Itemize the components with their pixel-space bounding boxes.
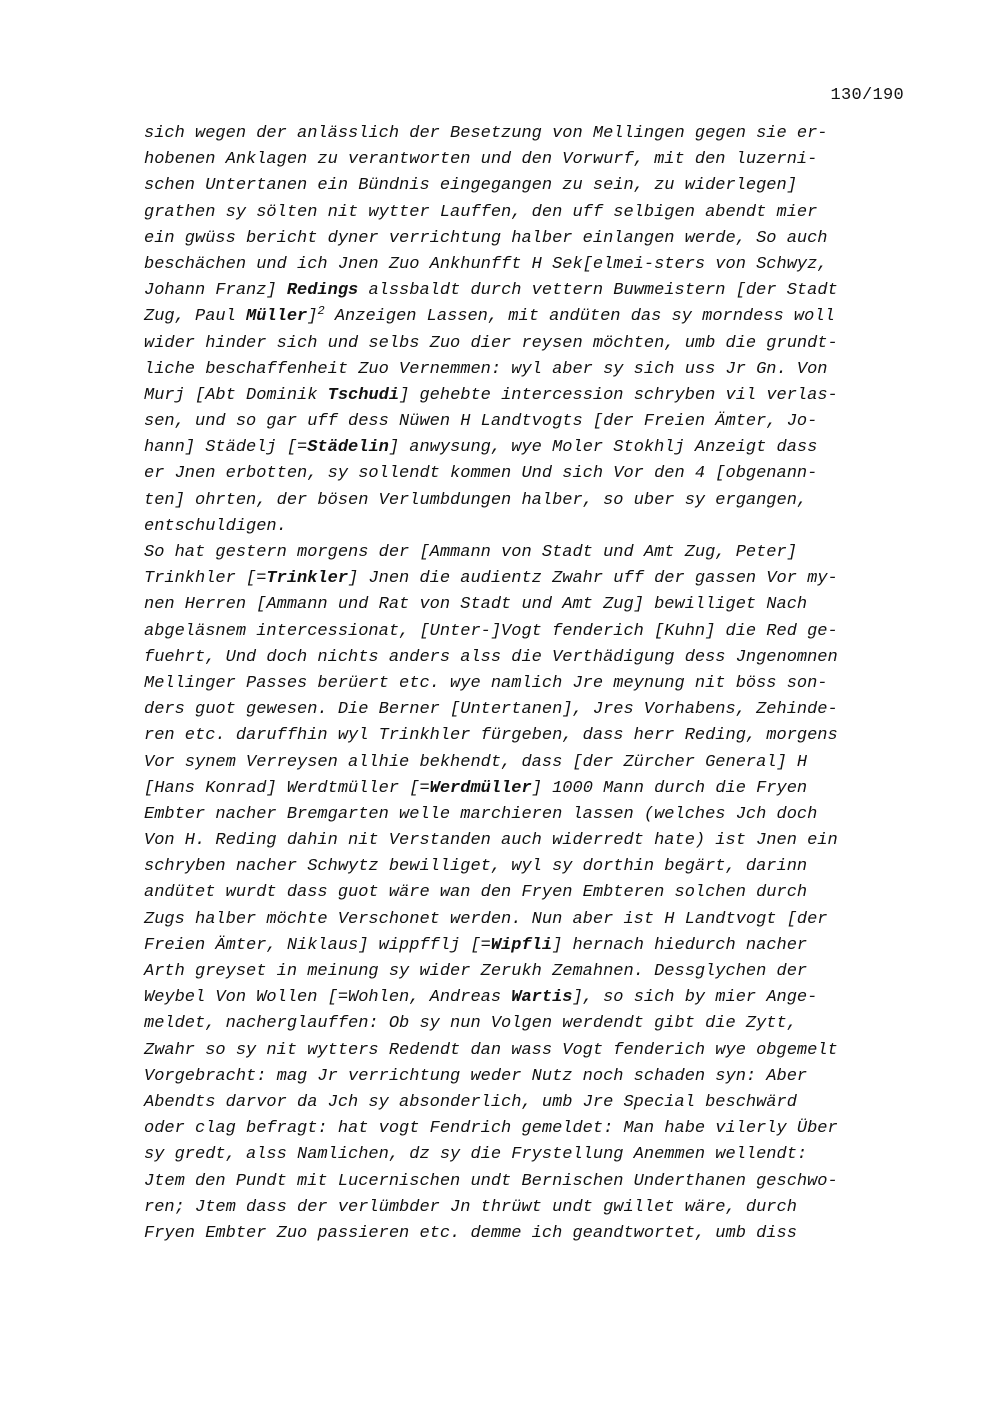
body-text: [144, 121, 914, 1247]
text-line: [144, 435, 914, 461]
text-line: [144, 750, 914, 776]
text-segment: Arth greyset in meinung sy wider Zerukh Zemahnen. Dessglychen der: [144, 962, 808, 981]
text-segment: ] anwysung, wye Moler Stokhlj Anzeigt dass: [388, 438, 818, 458]
text-segment: wider hinder sich und selbs Zuo dier reysen möchten, umb die grundt-: [144, 333, 838, 353]
text-segment: sich wegen der anlässlich der Besetzung von Mellingen gegen sie er-: [144, 124, 828, 143]
text-segment: Johann Franz]: [144, 281, 287, 301]
text-segment: er Jnen erbotten, sy sollendt kommen Und sich Vor den 4 [obgenann-: [144, 464, 818, 484]
text-segment: So hat gestern morgens der [Ammann von Stadt und Amt Zug, Peter]: [144, 543, 797, 562]
text-line: [144, 671, 914, 697]
text-segment: ] Jnen die audientz Zwahr uff der gassen Vor my-: [348, 569, 838, 589]
text-line: [144, 304, 914, 330]
text-segment: alssbaldt durch vettern Buwmeistern [der Stadt: [358, 281, 838, 301]
bold-name: Redings: [286, 281, 359, 301]
bold-name: Wipfli: [490, 935, 553, 955]
text-line: [144, 1038, 914, 1064]
text-segment: meldet, nacherglauffen: Ob sy nun Volgen werdendt gibt die Zytt,: [144, 1014, 797, 1034]
text-segment: grathen sy sölten nit wytter Lauffen, den uff selbigen abendt mier: [144, 202, 818, 222]
text-line: [144, 802, 914, 828]
text-segment: ] 1000 Mann durch die Fryen: [531, 778, 808, 798]
bold-name: Wartis: [511, 988, 573, 1008]
bold-name: Werdmüller: [429, 778, 532, 798]
text-segment: [Hans Konrad] Werdtmüller [=: [144, 778, 430, 798]
text-segment: entschuldigen.: [144, 516, 287, 536]
text-segment: andütet wurdt dass guot wäre wan den Fryen Embteren solchen durch: [144, 883, 808, 903]
page-number: 130/190: [830, 86, 904, 105]
text-line: [144, 776, 914, 802]
text-line: [144, 828, 914, 854]
text-segment: Embter nacher Bremgarten welle marchieren lassen (welches Jch doch: [144, 804, 818, 824]
text-segment: nen Herren [Ammann und Rat von Stadt und Amt Zug] bewilliget Nach: [144, 595, 808, 615]
text-line: [144, 147, 914, 173]
footnote-marker: 2: [317, 304, 325, 319]
text-segment: Zugs halber möchte Verschonet werden. Nun aber ist H Landtvogt [der: [144, 909, 828, 929]
text-line: [144, 173, 914, 199]
text-line: [144, 409, 914, 435]
text-line: [144, 959, 914, 985]
text-line: [144, 1011, 914, 1037]
bold-name: Müller: [246, 307, 308, 327]
text-segment: ren; Jtem dass der verlümbder Jn thrüwt undt gwillet wäre, durch: [144, 1197, 797, 1217]
text-segment: ], so sich by mier Ange-: [572, 988, 818, 1008]
text-line: [144, 383, 914, 409]
text-segment: ten] ohrten, der bösen Verlumbdungen halber, so uber sy ergangen,: [144, 490, 808, 510]
text-line: [144, 592, 914, 618]
text-line: [144, 488, 914, 514]
text-line: [144, 226, 914, 252]
text-segment: ren etc. daruffhin wyl Trinkhler fürgeben, dass herr Reding, morgens: [144, 726, 838, 746]
text-line: [144, 907, 914, 933]
text-line: [144, 1169, 914, 1195]
text-segment: Trinkhler [=: [144, 569, 267, 589]
text-segment: beschächen und ich Jnen Zuo Ankhunfft H Sek[elmei-sters von Schwyz,: [144, 254, 828, 274]
text-line: [144, 933, 914, 959]
text-segment: Abendts darvor da Jch sy absonderlich, umb Jre Special beschwärd: [144, 1092, 797, 1112]
text-segment: Mellinger Passes berüert etc. wye namlich Jre meynung nit böss son-: [144, 673, 828, 693]
text-line: [144, 540, 914, 566]
text-segment: Von H. Reding dahin nit Verstanden auch widerredt hate) ist Jnen ein: [144, 831, 838, 851]
text-line: [144, 1221, 914, 1247]
text-segment: sy gredt, alss Namlichen, dz sy die Frystellung Anemmen wellendt:: [144, 1145, 808, 1165]
text-line: [144, 880, 914, 906]
text-line: [144, 1116, 914, 1142]
text-line: [144, 697, 914, 723]
text-line: [144, 854, 914, 880]
text-segment: schryben nacher Schwytz bewilliget, wyl sy dorthin begärt, darinn: [144, 857, 808, 877]
text-segment: Freien Ämter, Niklaus] wippfflj [=: [144, 935, 491, 955]
text-line: [144, 1195, 914, 1221]
text-segment: Weybel Von Wollen [=Wohlen, Andreas: [144, 988, 512, 1008]
text-line: [144, 514, 914, 540]
text-segment: Zwahr so sy nit wytters Redendt dan wass Vogt fenderich wye obgemelt: [144, 1040, 838, 1060]
text-line: [144, 566, 914, 592]
text-segment: ders guot gewesen. Die Berner [Untertanen], Jres Vorhabens, Zehinde-: [144, 700, 838, 720]
text-segment: Vorgebracht: mag Jr verrichtung weder Nutz noch schaden syn: Aber: [144, 1066, 808, 1086]
text-segment: ] hernach hiedurch nacher: [552, 935, 808, 955]
text-line: [144, 357, 914, 383]
text-segment: abgeläsnem intercessionat, [Unter-]Vogt fenderich [Kuhn] die Red ge-: [144, 621, 838, 641]
text-line: [144, 200, 914, 226]
text-line: [144, 645, 914, 671]
bold-name: Städelin: [307, 438, 389, 458]
text-segment: oder clag befragt: hat vogt Fendrich gemeldet: Man habe vilerly Über: [144, 1119, 838, 1139]
text-line: [144, 723, 914, 749]
text-line: [144, 1064, 914, 1090]
text-line: [144, 1090, 914, 1116]
text-segment: hann] Städelj [=: [144, 438, 308, 458]
text-line: [144, 461, 914, 487]
text-line: [144, 121, 914, 147]
text-line: [144, 619, 914, 645]
text-line: [144, 1142, 914, 1168]
text-segment: hobenen Anklagen zu verantworten und den Vorwurf, mit den luzerni-: [144, 150, 818, 170]
text-segment: Jtem den Pundt mit Lucernischen undt Bernischen Underthanen geschwo-: [144, 1171, 838, 1191]
text-segment: Anzeigen Lassen, mit andüten das sy morndess woll: [324, 307, 835, 327]
bold-name: Tschudi: [327, 385, 400, 405]
text-segment: Murj [Abt Dominik: [144, 385, 328, 405]
bold-name: Trinkler: [266, 569, 349, 589]
text-segment: Vor synem Verreysen allhie bekhendt, dass [der Zürcher General] H: [144, 752, 808, 772]
text-line: [144, 252, 914, 278]
text-segment: schen Untertanen ein Bündnis eingegangen zu sein, zu widerlegen]: [144, 176, 797, 196]
text-line: [144, 985, 914, 1011]
text-segment: liche beschaffenheit Zuo Vernemmen: wyl aber sy sich uss Jr Gn. Von: [144, 359, 828, 379]
text-segment: ]: [307, 307, 318, 327]
text-segment: ] gehebte intercession schryben vil verlas-: [399, 385, 838, 405]
text-line: [144, 331, 914, 357]
text-segment: fuehrt, Und doch nichts anders alss die Verthädigung dess Jngenomnen: [144, 647, 838, 667]
text-line: [144, 278, 914, 304]
text-segment: ein gwüss bericht dyner verrichtung halber einlangen werde, So auch: [144, 228, 828, 248]
text-segment: Fryen Embter Zuo passieren etc. demme ich geandtwortet, umb diss: [144, 1223, 797, 1243]
text-segment: sen, und so gar uff dess Nüwen H Landtvogts [der Freien Ämter, Jo-: [144, 412, 818, 432]
text-segment: Zug, Paul: [144, 307, 247, 327]
